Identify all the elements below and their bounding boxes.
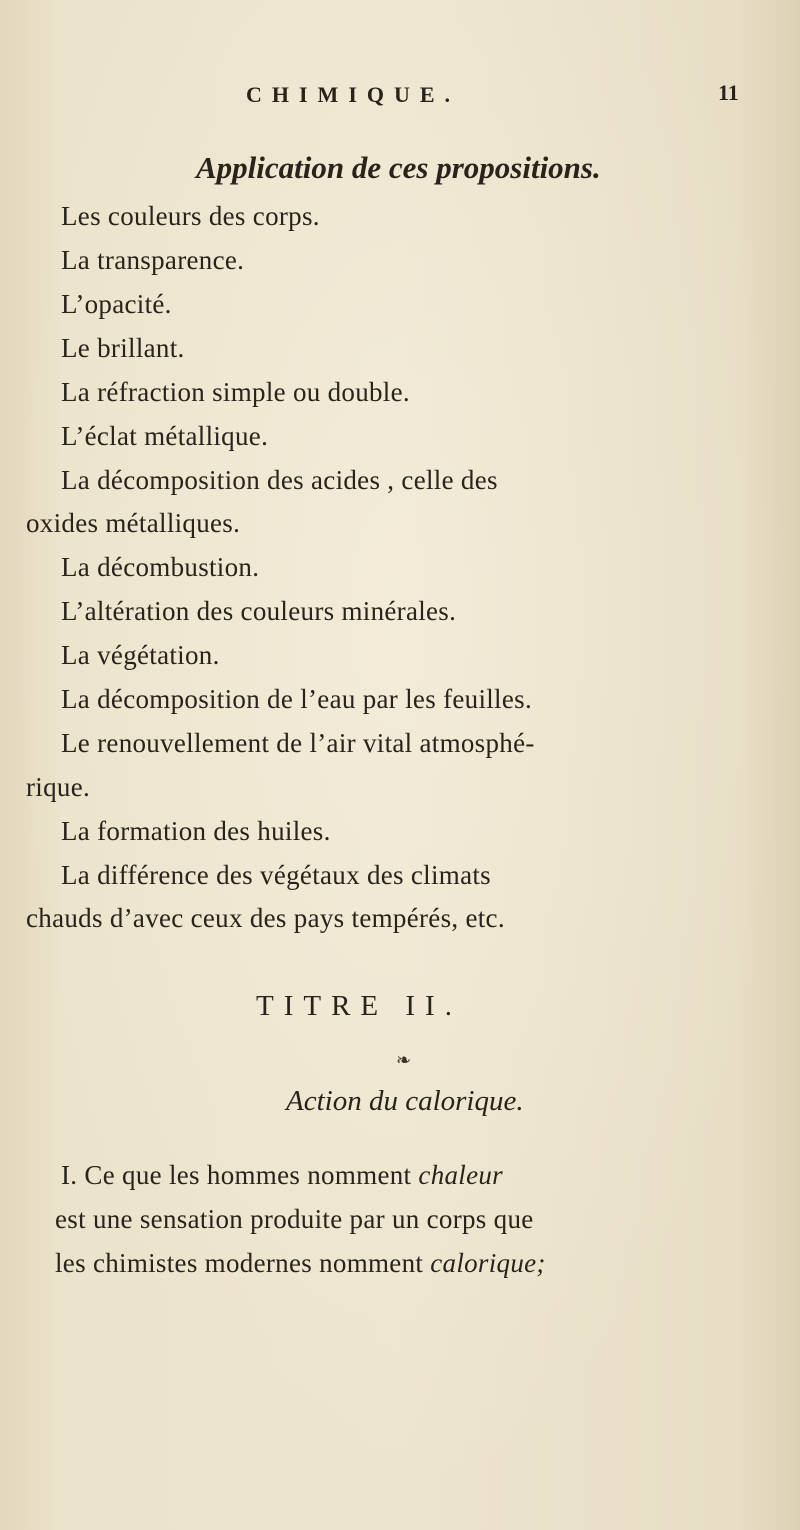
list-item: Le renouvellement de l’air vital atmosphé- — [61, 728, 535, 758]
page-number: 11 — [718, 80, 739, 105]
list-item: La transparence. — [61, 245, 245, 275]
list-item: La différence des végétaux des climats — [61, 860, 491, 890]
subtitle: Action du calorique. — [286, 1085, 524, 1117]
list-item: L’éclat métallique. — [61, 421, 269, 451]
paragraph-text: les chimistes modernes nomment — [55, 1248, 431, 1278]
list-item: La végétation. — [61, 640, 220, 670]
paragraph-italic-term: calorique; — [430, 1248, 546, 1278]
paragraph-line: est une sensation produite par un corps que — [55, 1204, 534, 1234]
list-item-continuation: rique. — [26, 772, 91, 802]
list-item: La décombustion. — [61, 552, 260, 582]
list-item: La décomposition des acides , celle des — [61, 465, 498, 495]
paragraph-italic-term: chaleur — [418, 1160, 503, 1190]
list-item: La réfraction simple ou double. — [61, 377, 410, 407]
paragraph-text: I. Ce que les hommes nomment — [61, 1160, 419, 1190]
list-item: Les couleurs des corps. — [61, 201, 320, 231]
list-item: La formation des huiles. — [61, 816, 331, 846]
list-item: La décomposition de l’eau par les feuilles. — [61, 684, 532, 714]
list-item: L’altération des couleurs minérales. — [61, 596, 457, 626]
titre-heading: TITRE II. — [256, 990, 462, 1022]
ornament-icon: ❧ — [396, 1050, 412, 1070]
list-item: Le brillant. — [61, 333, 185, 363]
section-title: Application de ces propositions. — [196, 150, 601, 185]
list-item-continuation: oxides métalliques. — [26, 508, 241, 538]
running-header: CHIMIQUE. — [246, 82, 461, 107]
paragraph-line — [55, 1248, 546, 1279]
list-item-continuation: chauds d’avec ceux des pays tempérés, etc. — [26, 903, 505, 933]
list-item: L’opacité. — [61, 289, 172, 319]
paragraph-line — [61, 1160, 503, 1191]
